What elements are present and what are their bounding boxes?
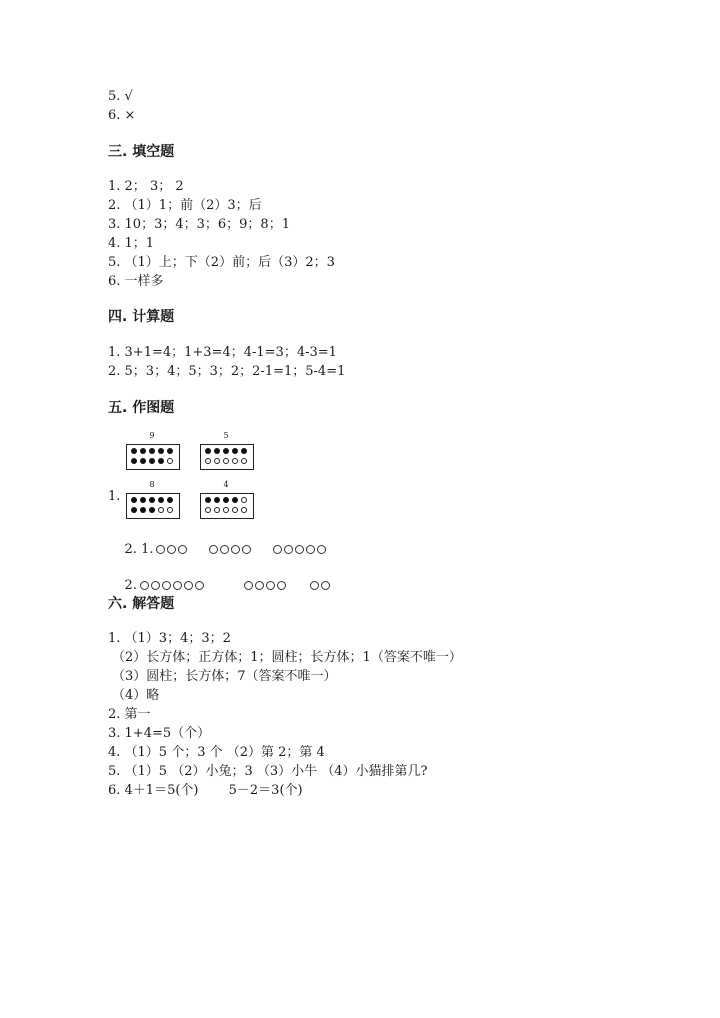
answer-3-3: 3. 10；3；4；3；6；9；8；1 [108, 217, 290, 232]
answer-3-1: 1. 2； 3； 2 [108, 179, 184, 194]
empty-counter [223, 507, 229, 513]
filled-counter [140, 458, 146, 464]
answer-6-1-4: （4）略 [112, 688, 160, 703]
filled-counter [214, 497, 220, 503]
ten-frame [200, 493, 254, 519]
empty-counter [241, 507, 247, 513]
filled-counter [241, 448, 247, 454]
ten-frame [126, 444, 180, 470]
filled-counter [167, 448, 173, 454]
answer-4-1: 1. 3+1=4；1+3=4；4-1=3；4-3=1 [108, 345, 337, 360]
filled-counter [223, 497, 229, 503]
filled-counter [140, 497, 146, 503]
answer-6-4: 4. （1）5 个；3 个 （2）第 2；第 4 [108, 745, 325, 760]
ten-frame-number: 8 [149, 480, 155, 489]
circle-mark [178, 545, 187, 554]
section-5-title: 五. 作图题 [108, 400, 175, 416]
filled-counter [140, 507, 146, 513]
filled-counter [149, 458, 155, 464]
answer-6-1-2: （2）长方体；正方体；1；圆柱；长方体；1（答案不唯一） [112, 650, 462, 665]
circle-mark [321, 581, 330, 590]
ten-frame [200, 444, 254, 470]
circle-mark [255, 581, 264, 590]
filled-counter [131, 497, 137, 503]
answer-3-5: 5. （1）上；下（2）前；后（3）2；3 [108, 255, 335, 270]
empty-counter [205, 458, 211, 464]
answer-3-4: 4. 1；1 [108, 236, 155, 251]
filled-counter [158, 497, 164, 503]
filled-counter [205, 497, 211, 503]
section-4-title: 四. 计算题 [108, 309, 175, 325]
circle-mark [244, 581, 253, 590]
draw-answer-1-label: 1. [108, 489, 121, 504]
answer-2-5: 5. √ [108, 89, 133, 104]
circle-mark [317, 545, 326, 554]
empty-counter [232, 507, 238, 513]
filled-counter [149, 507, 155, 513]
empty-counter [167, 507, 173, 513]
ten-frame-number: 5 [223, 431, 229, 440]
filled-counter [232, 448, 238, 454]
empty-counter [214, 458, 220, 464]
circle-mark [242, 545, 251, 554]
circle-mark [273, 545, 282, 554]
circle-mark [162, 581, 171, 590]
filled-counter [223, 448, 229, 454]
filled-counter [149, 497, 155, 503]
circle-mark [220, 545, 229, 554]
answer-6-1: 1. （1）3；4；3；2 [108, 631, 231, 646]
circle-mark [266, 581, 275, 590]
filled-counter [205, 448, 211, 454]
circle-mark [277, 581, 286, 590]
filled-counter [131, 507, 137, 513]
empty-counter [214, 507, 220, 513]
circle-mark [184, 581, 193, 590]
answer-2-6: 6. × [108, 108, 136, 123]
answer-6-1-3: （3）圆柱；长方体；7（答案不唯一） [112, 669, 337, 684]
section-6-title: 六. 解答题 [108, 596, 175, 612]
circle-group [156, 541, 189, 559]
filled-counter [214, 448, 220, 454]
circle-group [244, 577, 288, 595]
answer-6-2: 2. 第一 [108, 707, 151, 722]
answer-6-5: 5. （1）5 （2）小兔；3 （3）小牛 （4）小猫排第几? [108, 764, 428, 779]
circle-mark [306, 545, 315, 554]
empty-counter [241, 458, 247, 464]
answer-3-6: 6. 一样多 [108, 274, 164, 289]
section-3-title: 三. 填空题 [108, 144, 175, 160]
circle-mark [310, 581, 319, 590]
circle-mark [284, 545, 293, 554]
empty-counter [205, 507, 211, 513]
circle-mark [209, 545, 218, 554]
circle-mark [195, 581, 204, 590]
answer-6-6: 6. 4＋1＝5(个) 5－2＝3(个) [108, 783, 303, 798]
filled-counter [232, 497, 238, 503]
circle-group [140, 577, 206, 595]
empty-counter [167, 458, 173, 464]
circle-mark [167, 545, 176, 554]
empty-counter [232, 458, 238, 464]
filled-counter [131, 458, 137, 464]
circle-mark [151, 581, 160, 590]
circle-group [209, 541, 253, 559]
answer-4-2: 2. 5；3；4；5；3；2；2-1=1；5-4=1 [108, 364, 346, 379]
filled-counter [167, 497, 173, 503]
answer-3-2: 2. （1）1；前（2）3；后 [108, 198, 262, 213]
empty-counter [223, 458, 229, 464]
circle-mark [173, 581, 182, 590]
ten-frame-number: 9 [149, 431, 155, 440]
circle-mark [231, 545, 240, 554]
circle-mark [140, 581, 149, 590]
empty-counter [241, 497, 247, 503]
draw-answer-3-label: 2. [124, 578, 137, 593]
filled-counter [158, 448, 164, 454]
ten-frame-number: 4 [223, 480, 229, 489]
filled-counter [158, 458, 164, 464]
empty-counter [158, 507, 164, 513]
draw-answer-2-label: 2. 1. [124, 542, 154, 557]
filled-counter [140, 448, 146, 454]
filled-counter [131, 448, 137, 454]
circle-group [273, 541, 328, 559]
answer-6-3: 3. 1+4=5（个） [108, 726, 211, 741]
circle-mark [295, 545, 304, 554]
circle-group [310, 577, 332, 595]
ten-frame [126, 493, 180, 519]
filled-counter [149, 448, 155, 454]
circle-mark [156, 545, 165, 554]
